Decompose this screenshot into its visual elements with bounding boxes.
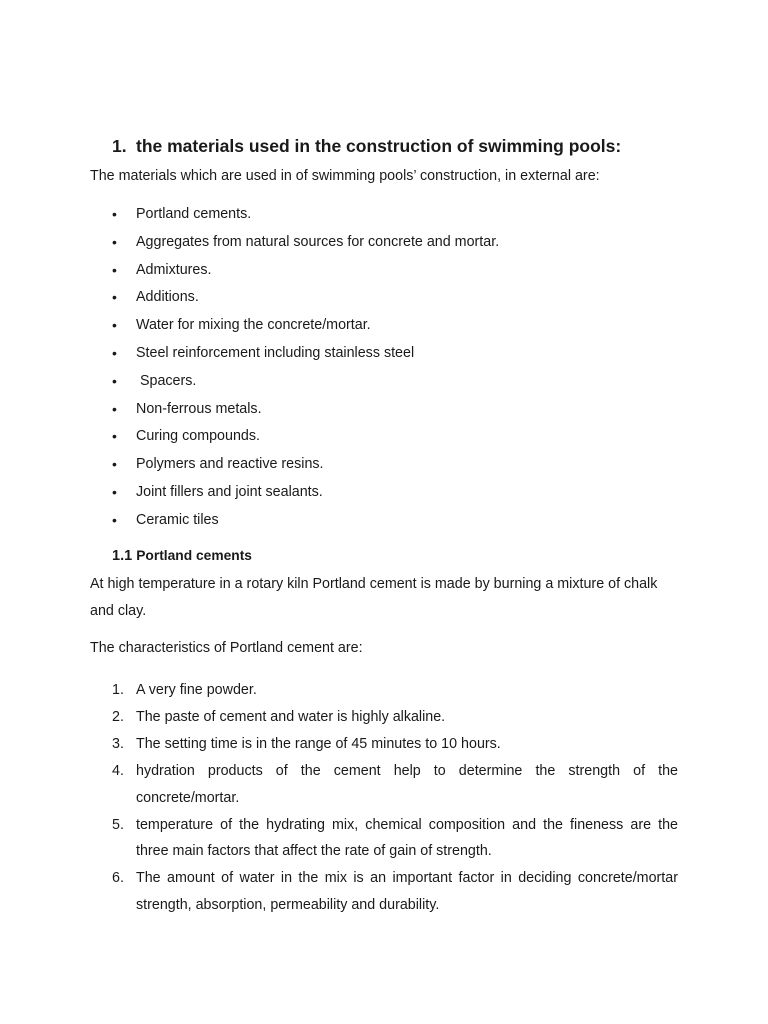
section-heading	[112, 136, 621, 157]
list-item	[112, 316, 499, 344]
bullet-icon: •	[112, 317, 117, 334]
list-item-number: 5.	[112, 816, 124, 833]
list-item	[112, 511, 499, 539]
list-item	[112, 400, 499, 428]
list-item	[112, 455, 499, 483]
paragraph-line: and clay.	[90, 603, 147, 619]
list-item	[112, 233, 499, 261]
list-item	[112, 731, 678, 758]
bullet-icon: •	[112, 400, 117, 417]
list-item-text: Joint fillers and joint sealants.	[136, 483, 323, 500]
list-item	[112, 677, 678, 704]
bullet-icon: •	[112, 456, 117, 473]
bullet-icon: •	[112, 261, 117, 278]
list-item-text: The paste of cement and water is highly alkaline.	[136, 709, 446, 726]
materials-list	[112, 205, 499, 539]
list-item-text: temperature of the hydrating mix, chemical composition and the fineness are the three main factors that affect the rate of gain of strength.	[136, 816, 678, 860]
characteristics-list	[112, 677, 678, 919]
bullet-icon: •	[112, 289, 117, 306]
list-item-number: 1.	[112, 682, 124, 698]
bullet-icon: •	[112, 428, 117, 445]
list-item	[112, 288, 499, 316]
list-item	[112, 758, 678, 811]
list-item-text: Polymers and reactive resins.	[136, 456, 324, 473]
subsection-title: Portland cements	[136, 548, 252, 563]
section-heading-text: the materials used in the construction of swimming pools:	[136, 136, 622, 156]
intro-paragraph: The materials which are used in of swimming pools’ construction, in external are:	[90, 168, 600, 184]
list-item-number: 6.	[112, 870, 124, 887]
list-item-number: 3.	[112, 736, 124, 753]
list-item-text: Additions.	[136, 289, 199, 306]
bullet-icon: •	[112, 372, 117, 389]
list-item-text: Portland cements.	[136, 206, 252, 222]
list-item-text: Curing compounds.	[136, 428, 260, 445]
list-item-number: 4.	[112, 763, 124, 780]
list-item	[112, 427, 499, 455]
characteristics-intro: The characteristics of Portland cement are:	[90, 640, 363, 656]
list-item	[112, 865, 678, 918]
list-item	[112, 812, 678, 865]
bullet-icon: •	[112, 206, 117, 222]
bullet-icon: •	[112, 344, 117, 361]
subsection-number: 1.1	[112, 548, 133, 564]
subsection-heading	[112, 548, 252, 564]
section-heading-number: 1.	[112, 136, 127, 156]
list-item	[112, 483, 499, 511]
list-item-text: The setting time is in the range of 45 minutes to 10 hours.	[136, 736, 501, 753]
paragraph-line: At high temperature in a rotary kiln Portland cement is made by burning a mixture of chalk	[90, 576, 658, 592]
bullet-icon: •	[112, 233, 117, 250]
list-item	[112, 372, 499, 400]
list-item	[112, 704, 678, 731]
list-item-text: The amount of water in the mix is an important factor in deciding concrete/mortar strength, absorption, permeability and durability.	[136, 870, 678, 913]
list-item-text: Water for mixing the concrete/mortar.	[136, 317, 371, 334]
list-item-text: Admixtures.	[136, 261, 212, 278]
list-item	[112, 344, 499, 372]
bullet-icon: •	[112, 511, 117, 528]
list-item-text: Steel reinforcement including stainless steel	[136, 344, 415, 361]
list-item-text: hydration products of the cement help to determine the strength of the concrete/mortar.	[136, 763, 678, 806]
list-item-number: 2.	[112, 709, 124, 726]
list-item-text: Aggregates from natural sources for concrete and mortar.	[136, 233, 500, 250]
list-item	[112, 205, 499, 233]
list-item-text: Ceramic tiles	[136, 511, 219, 528]
bullet-icon: •	[112, 483, 117, 500]
list-item-text: A very fine powder.	[136, 682, 257, 698]
list-item-text: Non-ferrous metals.	[136, 400, 262, 417]
list-item	[112, 261, 499, 289]
list-item-text: Spacers.	[136, 372, 197, 389]
